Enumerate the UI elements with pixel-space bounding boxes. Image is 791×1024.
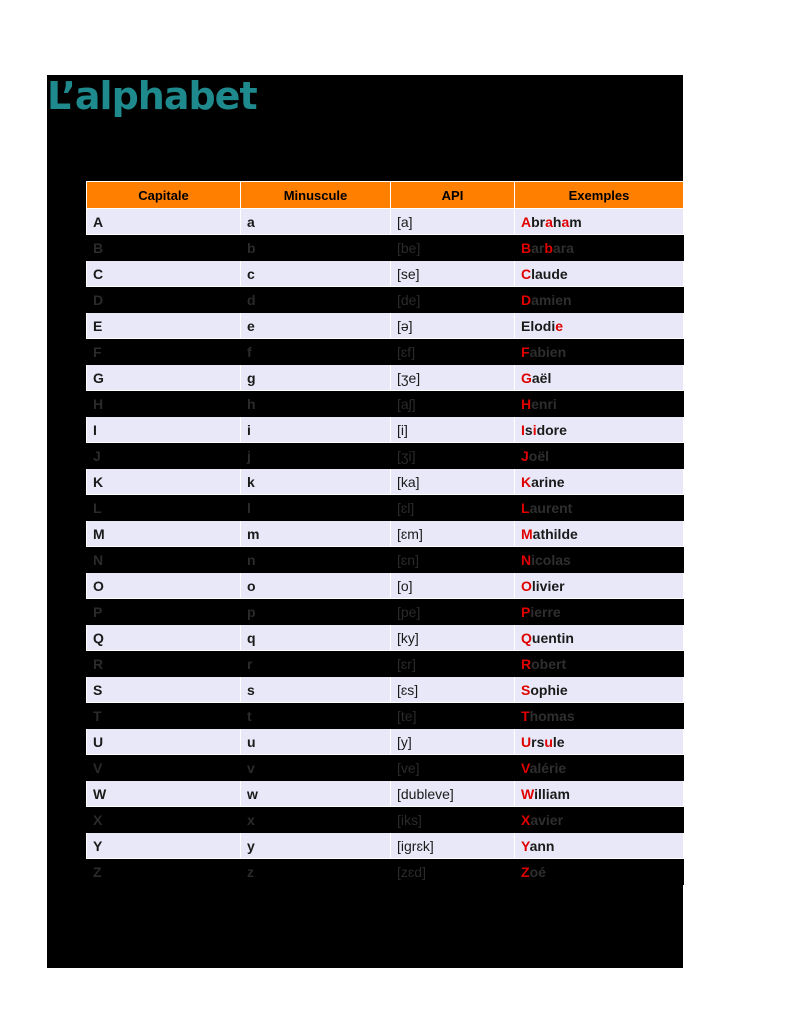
table-row bbox=[87, 261, 684, 287]
capital-letter-cell: G bbox=[87, 365, 241, 391]
example-text: ierre bbox=[530, 603, 561, 620]
lowercase-letter-cell: y bbox=[241, 833, 391, 859]
example-highlighted-letter: O bbox=[521, 577, 532, 594]
ipa-cell: [se] bbox=[391, 261, 515, 287]
example-name-cell bbox=[515, 521, 684, 547]
example-name-cell bbox=[515, 859, 684, 885]
table-row bbox=[87, 417, 684, 443]
example-highlighted-letter: B bbox=[521, 239, 532, 256]
example-highlighted-letter: u bbox=[544, 733, 553, 750]
ipa-cell: [dubleve] bbox=[391, 781, 515, 807]
table-row bbox=[87, 209, 684, 235]
example-highlighted-letter: K bbox=[521, 473, 532, 490]
example-text: athilde bbox=[532, 525, 578, 542]
example-text: ara bbox=[552, 239, 574, 256]
example-name-cell bbox=[515, 495, 684, 521]
example-text: le bbox=[552, 733, 565, 750]
example-highlighted-letter: M bbox=[521, 525, 533, 542]
example-text: enri bbox=[531, 395, 557, 412]
lowercase-letter-cell: z bbox=[241, 859, 391, 885]
alphabet-table bbox=[86, 181, 684, 885]
capital-letter-cell: L bbox=[87, 495, 241, 521]
ipa-cell: [ve] bbox=[391, 755, 515, 781]
example-highlighted-letter: b bbox=[544, 239, 553, 256]
capital-letter-cell: D bbox=[87, 287, 241, 313]
example-text: ar bbox=[531, 239, 545, 256]
example-text: amien bbox=[531, 291, 572, 308]
example-name-cell bbox=[515, 365, 684, 391]
ipa-cell: [igrɛk] bbox=[391, 833, 515, 859]
example-name-cell bbox=[515, 547, 684, 573]
lowercase-letter-cell: l bbox=[241, 495, 391, 521]
example-text: avier bbox=[530, 811, 564, 828]
table-row bbox=[87, 391, 684, 417]
example-highlighted-letter: a bbox=[561, 213, 570, 230]
capital-letter-cell: C bbox=[87, 261, 241, 287]
ipa-cell: [ə] bbox=[391, 313, 515, 339]
capital-letter-cell: P bbox=[87, 599, 241, 625]
example-name-cell bbox=[515, 755, 684, 781]
capital-letter-cell: F bbox=[87, 339, 241, 365]
example-highlighted-letter: W bbox=[521, 785, 535, 802]
example-name-cell bbox=[515, 261, 684, 287]
table-row bbox=[87, 625, 684, 651]
example-text: alérie bbox=[529, 759, 567, 776]
capital-letter-cell: H bbox=[87, 391, 241, 417]
example-highlighted-letter: Y bbox=[521, 837, 530, 854]
ipa-cell: [zɛd] bbox=[391, 859, 515, 885]
ipa-cell: [aʃ] bbox=[391, 391, 515, 417]
capital-letter-cell: Z bbox=[87, 859, 241, 885]
capital-letter-cell: N bbox=[87, 547, 241, 573]
example-name-cell bbox=[515, 833, 684, 859]
example-highlighted-letter: G bbox=[521, 369, 532, 386]
ipa-cell: [ka] bbox=[391, 469, 515, 495]
table-header-row bbox=[87, 182, 684, 209]
example-highlighted-letter: V bbox=[521, 759, 530, 776]
capital-letter-cell: T bbox=[87, 703, 241, 729]
table-row bbox=[87, 443, 684, 469]
example-text: rs bbox=[531, 733, 545, 750]
ipa-cell: [i] bbox=[391, 417, 515, 443]
capital-letter-cell: R bbox=[87, 651, 241, 677]
ipa-cell: [ɛr] bbox=[391, 651, 515, 677]
example-highlighted-letter: I bbox=[521, 421, 525, 438]
header-exemples: Exemples bbox=[515, 182, 684, 209]
table-row bbox=[87, 573, 684, 599]
example-text: illiam bbox=[534, 785, 570, 802]
lowercase-letter-cell: g bbox=[241, 365, 391, 391]
lowercase-letter-cell: n bbox=[241, 547, 391, 573]
capital-letter-cell: J bbox=[87, 443, 241, 469]
capital-letter-cell: O bbox=[87, 573, 241, 599]
example-text: aël bbox=[531, 369, 552, 386]
capital-letter-cell: S bbox=[87, 677, 241, 703]
example-text: Elodi bbox=[521, 317, 556, 334]
example-text: br bbox=[531, 213, 546, 230]
lowercase-letter-cell: i bbox=[241, 417, 391, 443]
lowercase-letter-cell: j bbox=[241, 443, 391, 469]
example-text: oé bbox=[529, 863, 546, 880]
lowercase-letter-cell: u bbox=[241, 729, 391, 755]
lowercase-letter-cell: a bbox=[241, 209, 391, 235]
table-row bbox=[87, 365, 684, 391]
example-highlighted-letter: P bbox=[521, 603, 531, 620]
lowercase-letter-cell: f bbox=[241, 339, 391, 365]
example-highlighted-letter: R bbox=[521, 655, 532, 672]
table-row bbox=[87, 807, 684, 833]
example-text: m bbox=[569, 213, 582, 230]
lowercase-letter-cell: v bbox=[241, 755, 391, 781]
capital-letter-cell: I bbox=[87, 417, 241, 443]
ipa-cell: [y] bbox=[391, 729, 515, 755]
lowercase-letter-cell: q bbox=[241, 625, 391, 651]
capital-letter-cell: Q bbox=[87, 625, 241, 651]
example-text: s bbox=[524, 421, 533, 438]
example-text: abien bbox=[529, 343, 567, 360]
lowercase-letter-cell: t bbox=[241, 703, 391, 729]
example-highlighted-letter: a bbox=[545, 213, 553, 230]
table-row bbox=[87, 235, 684, 261]
lowercase-letter-cell: o bbox=[241, 573, 391, 599]
ipa-cell: [ʒi] bbox=[391, 443, 515, 469]
table-row bbox=[87, 495, 684, 521]
table-body bbox=[87, 209, 684, 885]
example-name-cell bbox=[515, 625, 684, 651]
example-name-cell bbox=[515, 287, 684, 313]
example-text: uentin bbox=[531, 629, 574, 646]
example-highlighted-letter: X bbox=[521, 811, 531, 828]
example-highlighted-letter: J bbox=[521, 447, 529, 464]
lowercase-letter-cell: d bbox=[241, 287, 391, 313]
example-text: arine bbox=[531, 473, 565, 490]
lowercase-letter-cell: r bbox=[241, 651, 391, 677]
lowercase-letter-cell: e bbox=[241, 313, 391, 339]
example-name-cell bbox=[515, 235, 684, 261]
example-name-cell bbox=[515, 391, 684, 417]
lowercase-letter-cell: h bbox=[241, 391, 391, 417]
example-text: dore bbox=[536, 421, 567, 438]
example-text: homas bbox=[529, 707, 575, 724]
example-name-cell bbox=[515, 651, 684, 677]
example-highlighted-letter: i bbox=[532, 421, 537, 438]
example-highlighted-letter: Z bbox=[521, 863, 530, 880]
example-name-cell bbox=[515, 703, 684, 729]
example-highlighted-letter: F bbox=[521, 343, 530, 360]
table-row bbox=[87, 833, 684, 859]
example-highlighted-letter: S bbox=[521, 681, 531, 698]
capital-letter-cell: U bbox=[87, 729, 241, 755]
example-name-cell bbox=[515, 443, 684, 469]
table-row bbox=[87, 547, 684, 573]
ipa-cell: [de] bbox=[391, 287, 515, 313]
table-row bbox=[87, 729, 684, 755]
example-highlighted-letter: A bbox=[521, 213, 532, 230]
table-row bbox=[87, 313, 684, 339]
example-name-cell bbox=[515, 469, 684, 495]
example-text: aurent bbox=[529, 499, 573, 516]
example-highlighted-letter: H bbox=[521, 395, 532, 412]
example-highlighted-letter: L bbox=[521, 499, 530, 516]
table-row bbox=[87, 781, 684, 807]
ipa-cell: [te] bbox=[391, 703, 515, 729]
example-text: obert bbox=[531, 655, 567, 672]
header-api: API bbox=[391, 182, 515, 209]
table-row bbox=[87, 703, 684, 729]
example-name-cell bbox=[515, 781, 684, 807]
lowercase-letter-cell: c bbox=[241, 261, 391, 287]
lowercase-letter-cell: k bbox=[241, 469, 391, 495]
example-name-cell bbox=[515, 807, 684, 833]
table-row bbox=[87, 339, 684, 365]
example-text: livier bbox=[531, 577, 565, 594]
table-row bbox=[87, 599, 684, 625]
example-name-cell bbox=[515, 339, 684, 365]
example-text: laude bbox=[531, 265, 568, 282]
ipa-cell: [ɛn] bbox=[391, 547, 515, 573]
lowercase-letter-cell: m bbox=[241, 521, 391, 547]
example-highlighted-letter: U bbox=[521, 733, 532, 750]
example-name-cell bbox=[515, 209, 684, 235]
table-row bbox=[87, 469, 684, 495]
capital-letter-cell: X bbox=[87, 807, 241, 833]
example-highlighted-letter: T bbox=[521, 707, 530, 724]
table-row bbox=[87, 859, 684, 885]
capital-letter-cell: V bbox=[87, 755, 241, 781]
ipa-cell: [ɛm] bbox=[391, 521, 515, 547]
ipa-cell: [be] bbox=[391, 235, 515, 261]
example-highlighted-letter: e bbox=[555, 317, 564, 334]
example-name-cell bbox=[515, 599, 684, 625]
example-name-cell bbox=[515, 729, 684, 755]
page-title: L’alphabet bbox=[47, 74, 257, 118]
capital-letter-cell: K bbox=[87, 469, 241, 495]
capital-letter-cell: A bbox=[87, 209, 241, 235]
example-highlighted-letter: D bbox=[521, 291, 532, 308]
table-row bbox=[87, 521, 684, 547]
example-text: h bbox=[552, 213, 562, 230]
table-row bbox=[87, 677, 684, 703]
capital-letter-cell: E bbox=[87, 313, 241, 339]
header-capitale: Capitale bbox=[87, 182, 241, 209]
table-row bbox=[87, 755, 684, 781]
example-name-cell bbox=[515, 417, 684, 443]
ipa-cell: [o] bbox=[391, 573, 515, 599]
header-minuscule: Minuscule bbox=[241, 182, 391, 209]
ipa-cell: [a] bbox=[391, 209, 515, 235]
capital-letter-cell: B bbox=[87, 235, 241, 261]
lowercase-letter-cell: p bbox=[241, 599, 391, 625]
example-highlighted-letter: N bbox=[521, 551, 532, 568]
example-text: ophie bbox=[530, 681, 568, 698]
table-row bbox=[87, 651, 684, 677]
lowercase-letter-cell: b bbox=[241, 235, 391, 261]
capital-letter-cell: Y bbox=[87, 833, 241, 859]
example-name-cell bbox=[515, 573, 684, 599]
capital-letter-cell: M bbox=[87, 521, 241, 547]
example-highlighted-letter: C bbox=[521, 265, 532, 282]
table-row bbox=[87, 287, 684, 313]
example-text: icolas bbox=[531, 551, 571, 568]
example-name-cell bbox=[515, 313, 684, 339]
ipa-cell: [ɛl] bbox=[391, 495, 515, 521]
lowercase-letter-cell: w bbox=[241, 781, 391, 807]
ipa-cell: [iks] bbox=[391, 807, 515, 833]
capital-letter-cell: W bbox=[87, 781, 241, 807]
example-name-cell bbox=[515, 677, 684, 703]
example-text: oël bbox=[528, 447, 550, 464]
ipa-cell: [ɛs] bbox=[391, 677, 515, 703]
ipa-cell: [ʒe] bbox=[391, 365, 515, 391]
lowercase-letter-cell: s bbox=[241, 677, 391, 703]
ipa-cell: [ɛf] bbox=[391, 339, 515, 365]
ipa-cell: [ky] bbox=[391, 625, 515, 651]
example-text: ann bbox=[529, 837, 555, 854]
lowercase-letter-cell: x bbox=[241, 807, 391, 833]
ipa-cell: [pe] bbox=[391, 599, 515, 625]
example-highlighted-letter: Q bbox=[521, 629, 532, 646]
